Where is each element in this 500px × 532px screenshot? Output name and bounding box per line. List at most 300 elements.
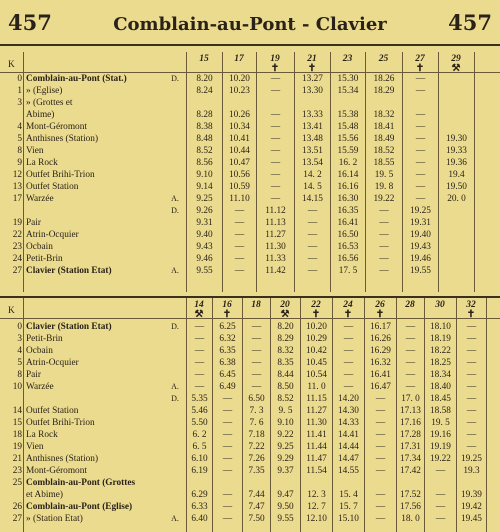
departure-time: 19.42 xyxy=(461,502,482,512)
departure-time: 9.22 xyxy=(277,430,294,440)
train-number xyxy=(191,54,217,64)
departure-time: 15.48 xyxy=(337,122,359,132)
departure-time: 16.41 xyxy=(337,218,359,228)
departure-time: — xyxy=(405,358,416,368)
train-number xyxy=(262,54,288,74)
departure-time: 11. 0 xyxy=(307,382,326,392)
row-km: 14 xyxy=(12,406,22,416)
departure-time: — xyxy=(435,466,446,476)
departure-time: — xyxy=(343,382,354,392)
departure-time: 18.40 xyxy=(430,382,451,392)
column-divider xyxy=(365,52,366,292)
departure-time: 10.26 xyxy=(229,110,250,120)
departure-time: 9.47 xyxy=(277,490,294,500)
station-name: La Rock xyxy=(26,158,58,168)
departure-time: 17. 0 xyxy=(401,394,420,404)
departure-time: 13.41 xyxy=(302,122,323,132)
departure-time: 6.50 xyxy=(248,394,265,404)
departure-time: 18.45 xyxy=(430,394,451,404)
departure-time: 9.25 xyxy=(277,442,294,452)
departure-time: — xyxy=(222,442,233,452)
departure-time: — xyxy=(270,110,281,120)
train-number-value: 21 xyxy=(307,54,317,64)
station-name: Atrin-Ocquier xyxy=(26,230,79,240)
departure-time: 6.32 xyxy=(219,334,236,344)
train-symbol: ⚒ xyxy=(280,309,290,320)
departure-time: 6.29 xyxy=(191,490,208,500)
departure-time: — xyxy=(251,322,262,332)
departure-time: 13.27 xyxy=(302,74,323,84)
departure-time: 5.35 xyxy=(191,394,208,404)
train-number xyxy=(367,300,393,320)
departure-time: 6. 5 xyxy=(192,442,207,452)
row-km: 5 xyxy=(17,358,22,368)
station-name: Comblain-au-Pont (Stat.) xyxy=(26,74,127,84)
departure-time: 19.33 xyxy=(446,146,467,156)
column-divider xyxy=(332,298,333,532)
departure-time: 9.40 xyxy=(196,230,213,240)
departure-time: — xyxy=(466,382,477,392)
departure-time: 9.14 xyxy=(196,182,213,192)
departure-time: — xyxy=(222,490,233,500)
departure-time: 18.19 xyxy=(430,334,451,344)
departure-time: — xyxy=(251,358,262,368)
train-number xyxy=(427,300,453,310)
departure-time: 16.53 xyxy=(337,242,359,252)
departure-time: — xyxy=(466,370,477,380)
departure-time: 11.13 xyxy=(265,218,286,228)
row-km: 8 xyxy=(17,370,22,380)
departure-time: 19.19 xyxy=(430,442,451,452)
departure-time: 16.56 xyxy=(337,254,359,264)
station-name: Pair xyxy=(26,218,41,228)
departure-time: — xyxy=(307,218,318,228)
departure-time: — xyxy=(270,182,281,192)
train-symbol: ✝ xyxy=(270,63,280,74)
row-km: 24 xyxy=(12,254,22,264)
departure-time: 9.31 xyxy=(196,218,213,228)
km-divider xyxy=(23,298,24,532)
row-km: 8 xyxy=(17,146,22,156)
departure-time: 10.42 xyxy=(306,346,327,356)
row-km: 10 xyxy=(12,382,22,392)
departure-time: — xyxy=(270,134,281,144)
train-number-value: 23 xyxy=(342,54,353,64)
train-number xyxy=(458,300,484,320)
departure-time: 7. 6 xyxy=(249,418,264,428)
departure-time: — xyxy=(194,382,205,392)
departure-time: — xyxy=(466,346,477,356)
departure-time: 17.52 xyxy=(400,490,421,500)
departure-time: 8.35 xyxy=(277,358,294,368)
departure-time: — xyxy=(270,122,281,132)
row-km: 15 xyxy=(12,418,22,428)
departure-time: 19.30 xyxy=(446,134,467,144)
departure-time: — xyxy=(405,382,416,392)
station-name: » (Station Etat) xyxy=(26,514,83,524)
departure-time: 13.54 xyxy=(302,158,323,168)
departure-time: — xyxy=(270,146,281,156)
train-number-value: 20 xyxy=(280,300,290,310)
row-km: 3 xyxy=(17,98,22,108)
departure-time: 19.31 xyxy=(410,218,431,228)
column-divider xyxy=(222,52,223,292)
departure-time: 15.34 xyxy=(337,86,359,96)
departure-time: — xyxy=(415,122,426,132)
departure-time: 7.26 xyxy=(248,454,265,464)
column-divider xyxy=(294,52,295,292)
departure-time: — xyxy=(194,322,205,332)
departure-time: 12.10 xyxy=(306,514,327,524)
departure-time: 9.46 xyxy=(196,254,213,264)
departure-time: — xyxy=(222,514,233,524)
departure-time: 17.56 xyxy=(400,502,421,512)
departure-time: 8.52 xyxy=(196,146,213,156)
departure-time: 11.10 xyxy=(229,194,250,204)
departure-time: 16.17 xyxy=(370,322,391,332)
train-number xyxy=(226,54,252,64)
row-km: 22 xyxy=(12,230,22,240)
departure-time: — xyxy=(466,406,477,416)
departure-time: 15.59 xyxy=(337,146,359,156)
departure-time: — xyxy=(194,346,205,356)
departure-time: 14.30 xyxy=(338,406,359,416)
departure-time: — xyxy=(415,110,426,120)
departure-time: — xyxy=(375,442,386,452)
departure-time: — xyxy=(415,74,426,84)
departure-time: — xyxy=(375,466,386,476)
departure-time: 18.32 xyxy=(373,110,395,120)
departure-time: — xyxy=(222,406,233,416)
departure-time: — xyxy=(375,430,386,440)
departure-time: — xyxy=(405,322,416,332)
departure-time: 10.20 xyxy=(306,322,327,332)
train-number-value: 29 xyxy=(451,54,461,64)
row-km: 1 xyxy=(17,86,22,96)
departure-time: 14. 5 xyxy=(303,182,322,192)
column-divider xyxy=(242,298,243,532)
departure-time: 7.18 xyxy=(248,430,265,440)
departure-time: 15.30 xyxy=(337,74,359,84)
departure-time: 19.55 xyxy=(410,266,431,276)
row-km: 12 xyxy=(12,170,22,180)
train-symbol: ✝ xyxy=(466,309,476,320)
station-name: Outfet Station xyxy=(26,182,79,192)
departure-time: — xyxy=(270,194,281,204)
departure-time: 6.45 xyxy=(219,370,236,380)
departure-time: 7.35 xyxy=(248,466,265,476)
departure-time: — xyxy=(415,170,426,180)
departure-time: — xyxy=(405,346,416,356)
departure-time: 10.29 xyxy=(306,334,327,344)
departure-time: 8.20 xyxy=(277,322,294,332)
departure-time: — xyxy=(379,218,389,228)
train-symbol: ⚒ xyxy=(451,63,461,74)
departure-time: 13.48 xyxy=(302,134,323,144)
departure-time: 16.29 xyxy=(370,346,391,356)
departure-time: — xyxy=(415,182,426,192)
train-number-value: 18 xyxy=(251,300,261,310)
station-name: Abime) xyxy=(26,110,55,120)
train-number xyxy=(299,54,325,74)
station-name: Vien xyxy=(26,146,44,156)
departure-time: 8.28 xyxy=(196,110,213,120)
station-name: Atrin-Ocquier xyxy=(26,358,79,368)
departure-time: 19.22 xyxy=(373,194,395,204)
departure-time: 18.41 xyxy=(373,122,395,132)
station-name: Warzée xyxy=(26,194,54,204)
departure-time: — xyxy=(251,334,262,344)
departure-time: — xyxy=(375,406,386,416)
departure-time: — xyxy=(234,206,245,216)
departure-time: 10.20 xyxy=(229,74,250,84)
train-symbol: ✝ xyxy=(307,63,317,74)
departure-time: 9.25 xyxy=(196,194,213,204)
departure-time: 17.31 xyxy=(400,442,421,452)
departure-time: 11.27 xyxy=(306,406,327,416)
departure-time: — xyxy=(415,194,426,204)
departure-time: 6.49 xyxy=(219,382,236,392)
arr-dep-marker: D. xyxy=(171,74,179,83)
row-km: 19 xyxy=(12,442,22,452)
departure-time: 8.38 xyxy=(196,122,213,132)
station-name: Ocbain xyxy=(26,346,53,356)
departure-time: 7.47 xyxy=(248,502,265,512)
departure-time: 9.10 xyxy=(277,418,294,428)
departure-time: 9.10 xyxy=(196,170,213,180)
departure-time: 16.50 xyxy=(337,230,359,240)
departure-time: — xyxy=(375,454,386,464)
column-divider xyxy=(300,298,301,532)
departure-time: — xyxy=(270,170,281,180)
row-km: 18 xyxy=(12,430,22,440)
departure-time: 19.39 xyxy=(461,490,482,500)
departure-time: 18.52 xyxy=(373,146,395,156)
column-divider xyxy=(186,52,187,292)
departure-time: — xyxy=(415,158,426,168)
route-title: Comblain-au-Pont - Clavier xyxy=(113,14,387,35)
departure-time: 16. 2 xyxy=(338,158,358,168)
departure-time: 18.58 xyxy=(430,406,451,416)
departure-time: 19. 5 xyxy=(374,170,394,180)
departure-time: — xyxy=(415,86,426,96)
departure-time: 19.50 xyxy=(446,182,467,192)
departure-time: 16.30 xyxy=(337,194,359,204)
departure-time: 19.46 xyxy=(410,254,431,264)
station-name: Ocbain xyxy=(26,242,53,252)
arr-dep-marker: A. xyxy=(171,382,179,391)
km-header: K xyxy=(8,306,15,316)
departure-time: — xyxy=(405,370,416,380)
train-number xyxy=(335,54,361,64)
train-symbol: ✝ xyxy=(343,309,353,320)
departure-time: — xyxy=(222,466,233,476)
column-divider xyxy=(424,298,425,532)
departure-time: — xyxy=(343,322,354,332)
departure-time: 17.13 xyxy=(400,406,421,416)
station-name: La Rock xyxy=(26,430,58,440)
departure-time: 9.55 xyxy=(196,266,213,276)
arr-dep-marker: A. xyxy=(171,266,179,275)
train-number xyxy=(303,300,329,320)
departure-time: 12. 7 xyxy=(307,502,326,512)
train-number-value: 24 xyxy=(343,300,353,310)
train-symbol: ✝ xyxy=(375,309,385,320)
departure-time: 17.34 xyxy=(400,454,421,464)
departure-time: 15. 7 xyxy=(339,502,358,512)
departure-time: 18.49 xyxy=(373,134,395,144)
arr-dep-marker: D. xyxy=(171,394,179,403)
departure-time: 20. 0 xyxy=(447,194,466,204)
departure-time: 8.20 xyxy=(196,74,213,84)
train-number xyxy=(186,300,212,320)
column-divider xyxy=(438,52,439,292)
departure-time: 10.34 xyxy=(229,122,250,132)
departure-time: — xyxy=(222,418,233,428)
line-number-right: 457 xyxy=(448,10,492,35)
departure-time: 17. 5 xyxy=(338,266,358,276)
station-name: Clavier (Station Etat) xyxy=(26,322,112,332)
departure-time: 6.35 xyxy=(219,346,236,356)
departure-time: — xyxy=(251,370,262,380)
departure-time: — xyxy=(435,502,446,512)
departure-time: 19. 5 xyxy=(431,418,450,428)
departure-time: — xyxy=(466,418,477,428)
train-number-value: 28 xyxy=(405,300,415,310)
row-km: 4 xyxy=(17,346,22,356)
station-name: Comblain-au-Pont (Eglise) xyxy=(26,502,133,512)
arr-dep-marker: D. xyxy=(171,322,179,331)
column-divider xyxy=(396,298,397,532)
train-symbol: ✝ xyxy=(311,309,321,320)
departure-time: — xyxy=(270,86,281,96)
departure-time: 9.50 xyxy=(277,502,294,512)
departure-time: 14.55 xyxy=(338,466,359,476)
departure-time: — xyxy=(194,370,205,380)
departure-time: 14.33 xyxy=(338,418,359,428)
departure-time: 19.16 xyxy=(430,430,451,440)
departure-time: — xyxy=(307,266,318,276)
train-number xyxy=(243,300,269,310)
departure-time: 14.44 xyxy=(338,442,359,452)
train-number-value: 19 xyxy=(270,54,280,64)
departure-time: — xyxy=(307,206,318,216)
station-name: » (Grottes et xyxy=(26,98,73,108)
train-number xyxy=(214,300,240,320)
column-divider xyxy=(364,298,365,532)
departure-time: — xyxy=(379,230,389,240)
row-km: 26 xyxy=(12,502,22,512)
departure-time: 11.47 xyxy=(306,454,327,464)
departure-time: 19.40 xyxy=(410,230,431,240)
departure-time: 8.32 xyxy=(277,346,294,356)
column-divider xyxy=(186,298,187,532)
train-number-value: 14 xyxy=(194,300,204,310)
train-number-value: 22 xyxy=(311,300,321,310)
station-name: Warzée xyxy=(26,382,54,392)
train-number-value: 27 xyxy=(415,54,425,64)
arr-dep-marker: A. xyxy=(171,194,179,203)
row-km: 23 xyxy=(12,466,22,476)
column-divider xyxy=(474,52,475,292)
train-symbol: ✝ xyxy=(222,309,232,320)
column-divider xyxy=(330,52,331,292)
departure-time: — xyxy=(234,254,245,264)
departure-time: 7.22 xyxy=(248,442,265,452)
departure-time: 10.45 xyxy=(306,358,327,368)
departure-time: 9.37 xyxy=(277,466,294,476)
departure-time: 11.30 xyxy=(265,242,286,252)
departure-time: 11.33 xyxy=(265,254,286,264)
departure-time: 17.16 xyxy=(400,418,421,428)
row-km: 27 xyxy=(12,266,22,276)
departure-time: 6.10 xyxy=(191,454,208,464)
departure-time: 11.41 xyxy=(306,430,327,440)
departure-time: 9.55 xyxy=(277,514,294,524)
row-km: 4 xyxy=(17,122,22,132)
departure-time: — xyxy=(435,490,446,500)
departure-time: — xyxy=(234,266,245,276)
departure-time: 10.23 xyxy=(229,86,250,96)
timetable-outbound xyxy=(0,52,500,292)
departure-time: 18.10 xyxy=(430,322,451,332)
departure-time: 17.42 xyxy=(400,466,421,476)
train-number-value: 15 xyxy=(199,54,209,64)
row-km: 17 xyxy=(12,194,22,204)
departure-time: 7.44 xyxy=(248,490,265,500)
departure-time: 13.51 xyxy=(302,146,323,156)
departure-time: 10.56 xyxy=(229,170,250,180)
departure-time: 8.56 xyxy=(196,158,213,168)
departure-time: 16.16 xyxy=(337,182,359,192)
departure-time: — xyxy=(466,442,477,452)
departure-time: 19.43 xyxy=(410,242,431,252)
departure-time: — xyxy=(379,266,389,276)
departure-time: 11.54 xyxy=(306,466,327,476)
column-divider xyxy=(212,298,213,532)
departure-time: 19.22 xyxy=(430,454,451,464)
train-symbol: ✝ xyxy=(415,63,425,74)
row-km: 21 xyxy=(12,454,22,464)
departure-time: — xyxy=(466,322,477,332)
departure-time: 13.33 xyxy=(302,110,323,120)
departure-time: 15.10 xyxy=(338,514,359,524)
departure-time: 10.41 xyxy=(229,134,250,144)
departure-time: 10.47 xyxy=(229,158,250,168)
train-number xyxy=(371,54,397,64)
departure-time: 13.30 xyxy=(302,86,323,96)
row-km: 0 xyxy=(17,74,22,84)
departure-time: 6. 2 xyxy=(192,430,207,440)
departure-time: 19.36 xyxy=(446,158,467,168)
row-km: 25 xyxy=(12,478,22,488)
departure-time: — xyxy=(375,490,386,500)
departure-time: 7. 3 xyxy=(249,406,264,416)
departure-time: — xyxy=(375,502,386,512)
arr-dep-marker: A. xyxy=(171,514,179,523)
departure-time: — xyxy=(435,514,446,524)
departure-time: — xyxy=(379,254,389,264)
departure-time: — xyxy=(343,370,354,380)
departure-time: 7.50 xyxy=(248,514,265,524)
train-number-value: 30 xyxy=(435,300,445,310)
departure-time: 19.25 xyxy=(461,454,482,464)
departure-time: 19.4 xyxy=(448,170,465,180)
departure-time: 9.26 xyxy=(196,206,213,216)
train-number-value: 26 xyxy=(375,300,385,310)
departure-time: 9.29 xyxy=(277,454,294,464)
departure-time: 11.27 xyxy=(265,230,286,240)
